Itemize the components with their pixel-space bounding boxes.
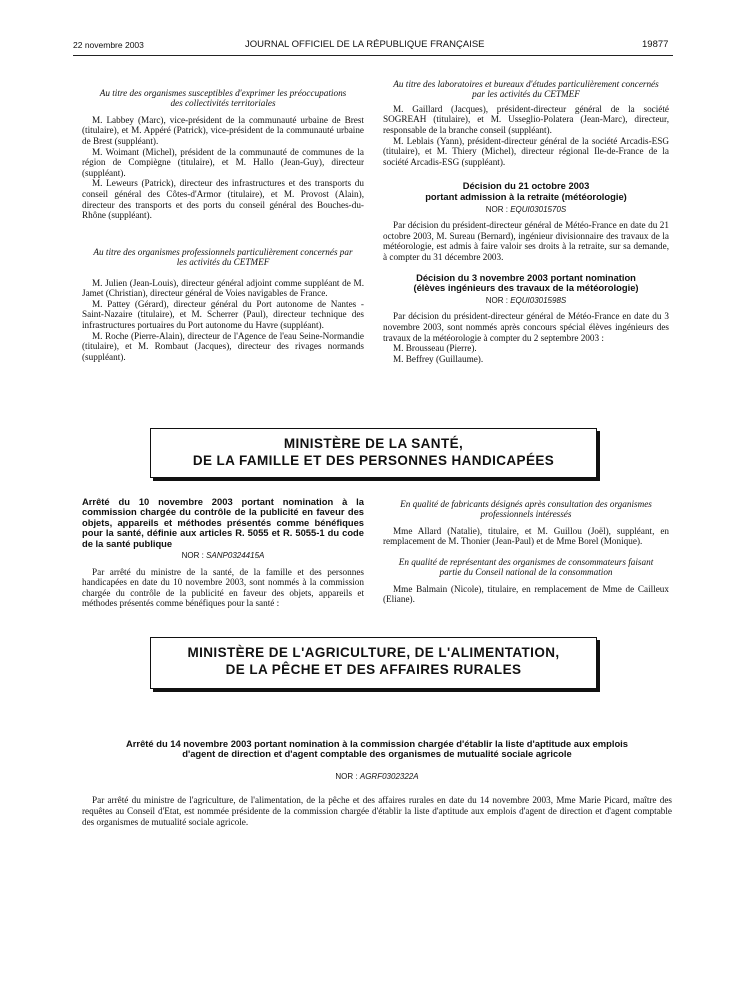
ministry-box-agriculture bbox=[150, 637, 597, 689]
paragraph: Par décision du président-directeur général de Météo-France en date du 3 novembre 2003, sont nommés après concours spécial élèves ingénieurs des travaux de la météorologie à compter du 2 septembre 2003 : bbox=[383, 311, 669, 343]
paragraph: Mme Allard (Natalie), titulaire, et M. Guillou (Joël), suppléant, en remplacement de M. Thonier (Jean-Paul) et de Mme Borel (Monique). bbox=[383, 525, 669, 547]
section-heading: Au titre des organismes susceptibles d'exprimer les préoccupations des collectivités territoriales bbox=[99, 88, 347, 109]
health-right-column bbox=[383, 499, 669, 605]
nor-reference bbox=[383, 205, 669, 216]
section-heading: Au titre des organismes professionnels particulièrement concernés par les activités du CETMEF bbox=[93, 246, 353, 268]
ministry-title-line: DE LA PÊCHE ET DES AFFAIRES RURALES bbox=[225, 662, 522, 677]
paragraph: M. Roche (Pierre-Alain), directeur de l'Agence de l'eau Seine-Normandie (titulaire), et M. Rombaut (Jacques), directeur des rivages normands (suppléant). bbox=[82, 330, 364, 362]
page-number: 19877 bbox=[642, 39, 669, 50]
section-heading: En qualité de représentant des organismes de consommateurs faisant partie du Conseil national de la consommation bbox=[398, 557, 654, 578]
paragraph: M. Labbey (Marc), vice-président de la communauté urbaine de Brest (titulaire), et M. Appéré (Patrick), vice-président de la communauté urbaine de Brest (suppléant). bbox=[82, 114, 364, 146]
ministry-title-line: MINISTÈRE DE LA SANTÉ, bbox=[283, 436, 464, 451]
decision-title: Décision du 21 octobre 2003 bbox=[462, 180, 590, 192]
paragraph: M. Leblais (Yann), président-directeur général de la société Arcadis-ESG (titulaire), et M. Thiery (Michel), directeur régional Ile-de-France de la société Arcadis-ESG (suppléant). bbox=[383, 135, 669, 167]
agriculture-section bbox=[82, 739, 672, 827]
nor-reference bbox=[82, 772, 672, 783]
paragraph: Par arrêté du ministre de l'agriculture, de l'alimentation, de la pêche et des affaires rurales en date du 14 novembre 2003, Mme Marie Picard, maître des requêtes au Conseil d'Etat, est nommée présidente de la commission chargée d'établir la liste d'aptitude aux emplois d'agent de direction et d'agent comptable des organismes de mutualité sociale agricole. bbox=[82, 795, 672, 827]
arrete-title: d'agent de direction et d'agent comptable des organismes de mutualité sociale agricole bbox=[182, 748, 572, 760]
health-left-column bbox=[82, 497, 364, 609]
paragraph: M. Pattey (Gérard), directeur général du Port autonome de Nantes - Saint-Nazaire (titulaire), et M. Scherrer (Paul), directeur technique des infrastructures portuaires du Port autonome du Havre (suppléant). bbox=[82, 298, 364, 330]
section-heading: En qualité de fabricants désignés après consultation des organismes professionnels intéressés bbox=[400, 499, 652, 520]
arrete-title: Arrêté du 14 novembre 2003 portant nomination à la commission chargée d'établir la liste d'aptitude aux emplois bbox=[126, 738, 628, 749]
nor-code: SANP0324415A bbox=[206, 551, 265, 561]
nor-label: NOR : bbox=[485, 295, 508, 305]
nor-label: NOR : bbox=[485, 204, 508, 214]
paragraph: M. Gaillard (Jacques), président-directeur général de la société SOGREAH (titulaire), et M. Usseglio-Polatera (Jean-Marc), directeur, responsable de la branche conseil (suppléant). bbox=[383, 103, 669, 135]
nor-code: EQUI0301570S bbox=[510, 204, 567, 214]
ministry-title-line: DE LA FAMILLE ET DES PERSONNES HANDICAPÉES bbox=[192, 453, 555, 468]
nor-reference bbox=[82, 551, 364, 562]
journal-title: JOURNAL OFFICIEL DE LA RÉPUBLIQUE FRANÇAISE bbox=[245, 39, 485, 50]
arrete-title: Arrêté du 10 novembre 2003 portant nomination à la commission chargée du contrôle de la publicité en faveur des objets, appareils et méthodes présentés comme bénéfiques pour la santé, définie aux articles R. 5055 et R. 5055-1 du code de la santé publique bbox=[82, 496, 364, 549]
nor-code: AGRF0302322A bbox=[359, 771, 419, 781]
ministry-title-line: MINISTÈRE DE L'AGRICULTURE, DE L'ALIMENTATION, bbox=[187, 645, 560, 660]
nor-label: NOR : bbox=[335, 771, 358, 781]
decision-subtitle: (élèves ingénieurs des travaux de la météorologie) bbox=[413, 282, 639, 294]
decision-subtitle: portant admission à la retraite (météorologie) bbox=[425, 190, 627, 202]
paragraph: Mme Balmain (Nicole), titulaire, en remplacement de Mme de Cailleux (Eliane). bbox=[383, 583, 669, 605]
decision-title: Décision du 3 novembre 2003 portant nomination bbox=[416, 271, 636, 283]
nor-code: EQUI0301598S bbox=[510, 295, 567, 305]
paragraph: M. Woimant (Michel), président de la communauté de communes de la région de Compiègne (titulaire), et M. Hallo (Jean-Guy), directeur (suppléant). bbox=[82, 146, 364, 178]
section-heading: Au titre des laboratoires et bureaux d'études particulièrement concernés par les activités du CETMEF bbox=[393, 79, 659, 100]
left-top-column bbox=[82, 88, 364, 362]
right-top-column bbox=[383, 79, 669, 364]
nor-reference bbox=[383, 296, 669, 307]
paragraph: Par arrêté du ministre de la santé, de la famille et des personnes handicapées en date du 10 novembre 2003, sont nommés à la commission chargée du contrôle de la publicité en faveur des objets, appareils et méthodes présentés comme bénéfiques pour la santé : bbox=[82, 566, 364, 609]
header-date: 22 novembre 2003 bbox=[73, 40, 144, 50]
nor-label: NOR : bbox=[181, 551, 204, 561]
ministry-box-health bbox=[150, 428, 597, 478]
header-rule bbox=[73, 55, 673, 56]
list-item: M. Brousseau (Pierre). bbox=[393, 343, 477, 354]
list-item: M. Beffrey (Guillaume). bbox=[393, 353, 484, 364]
paragraph: Par décision du président-directeur général de Météo-France en date du 21 octobre 2003, M. Sureau (Bernard), ingénieur divisionnaire des travaux de la météorologie, est admis à faire valoir ses droits à la retraite, sur sa demande, à compter du 31 décembre 2003. bbox=[383, 220, 669, 262]
paragraph: M. Julien (Jean-Louis), directeur général adjoint comme suppléant de M. Jamet (Christian), directeur général de Voies navigables de France. bbox=[82, 277, 364, 299]
paragraph: M. Leweurs (Patrick), directeur des infrastructures et des transports du conseil général des Côtes-d'Armor (titulaire), et M. Provost (Alain), directeur des transports et des ports du conseil général des Bouches-du-Rhône (suppléant). bbox=[82, 178, 364, 221]
